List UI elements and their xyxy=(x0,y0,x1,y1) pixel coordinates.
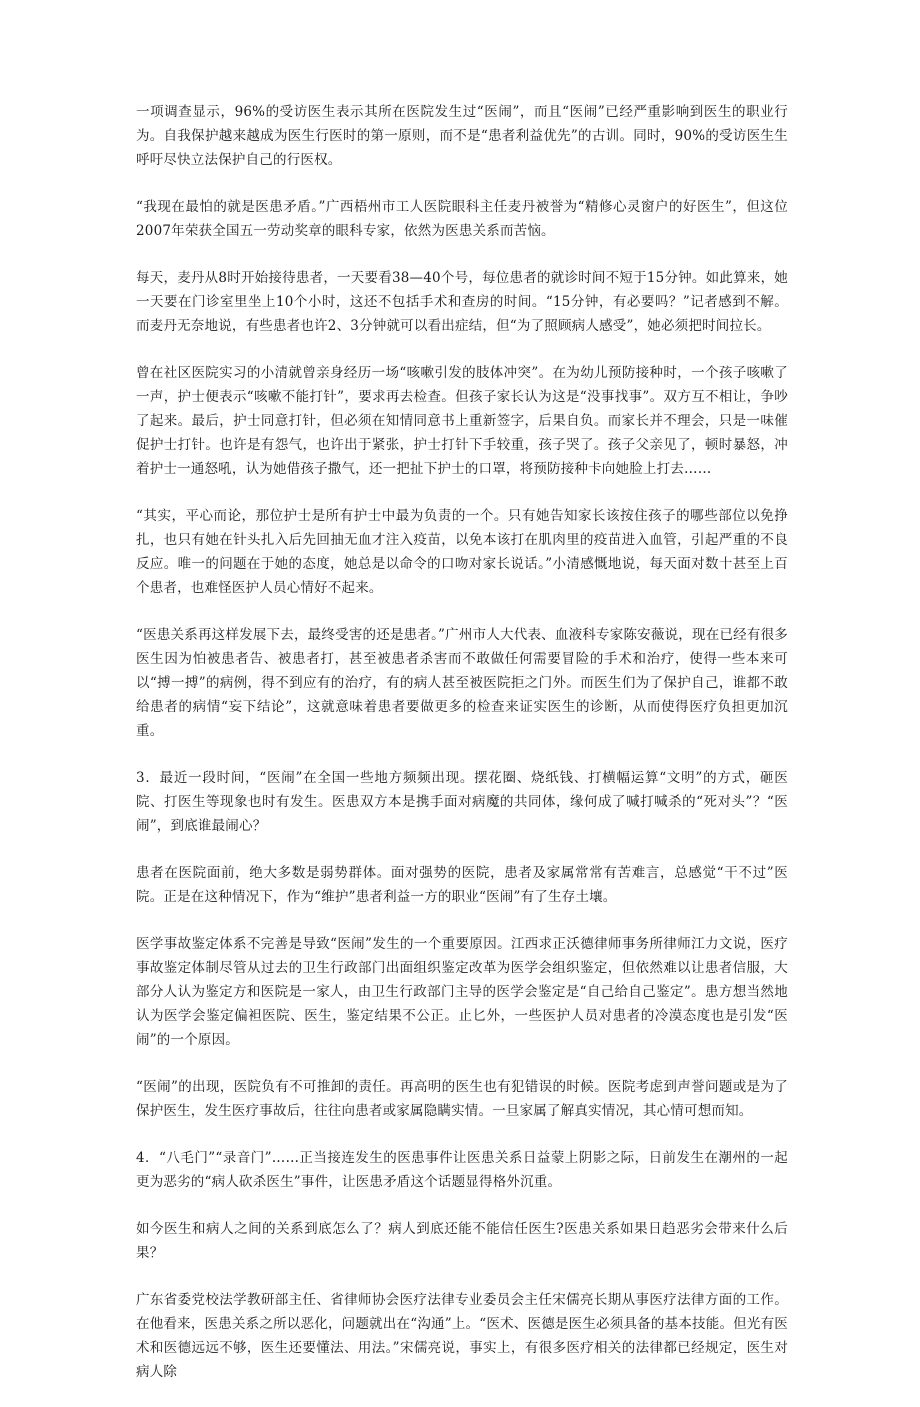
paragraph-cough-conflict: 曾在社区医院实习的小清就曾亲身经历一场“咳嗽引发的肢体冲突”。在为幼儿预防接种时，一个孩子咳嗽了一声，护士便表示“咳嗽不能打针”，要求再去检查。但孩子家长认为这是“没事找事”。双方互不相让，争吵了起来。最后，护士同意打针，但必须在知情同意书上重新签字，后果自负。而家长并不理会，只是一味催促护士打针。也许是有怨气，也许出于紧张，护士打针下手较重，孩子哭了。孩子父亲见了，顿时暴怒，冲着护士一通怒吼，认为她借孩子撒气，还一把扯下护士的口罩，将预防接种卡向她脸上打去…… xyxy=(136,365,788,477)
paragraph-song-ruliang: 广东省委党校法学教研部主任、省律师协会医疗法律专业委员会主任宋儒亮长期从事医疗法律方面的工作。在他看来，医患关系之所以恶化，问题就出在“沟通”上。“医术、医德是医生必须具备的基本技能。但光有医术和医德远远不够，医生还要懂法、用法。”宋儒亮说，事实上，有很多医疗相关的法律都已经规定，医生对病人除 xyxy=(136,1292,788,1380)
paragraph-section-3: 3．最近一段时间，“医闹”在全国一些地方频频出现。摆花圈、烧纸钱、打横幅运算“文明”的方式，砸医院、打医生等现象也时有发生。医患双方本是携手面对病魔的共同体，缘何成了喊打喊杀的“死对头”？“医闹”，到底谁最闹心？ xyxy=(136,770,788,834)
paragraph-chen-anwei: “医患关系再这样发展下去，最终受害的还是患者。”广州市人大代表、血液科专家陈安薇说，现在已经有很多医生因为怕被患者告、被患者打，甚至被患者杀害而不敢做任何需要冒险的手术和治疗，使得一些本来可以“搏一搏”的病例，得不到应有的治疗，有的病人甚至被医院拒之门外。而医生们为了保护自己，谁都不敢给患者的病情“妄下结论”，这就意味着患者要做更多的检查来证实医生的诊断，从而使得医疗负担更加沉重。 xyxy=(136,627,788,739)
paragraph-appraisal-system: 医学事故鉴定体系不完善是导致“医闹”发生的一个重要原因。江西求正沃德律师事务所律师江力文说，医疗事故鉴定体制尽管从过去的卫生行政部门出面组织鉴定改革为医学会组织鉴定，但依然难以让患者信服，大部分人认为鉴定方和医院是一家人，由卫生行政部门主导的医学会鉴定是“自己给自己鉴定”。患方想当然地认为医学会鉴定偏袒医院、医生，鉴定结果不公正。止匕外，一些医护人员对患者的冷漠态度也是引发“医闹”的一个原因。 xyxy=(136,936,788,1048)
paragraph-questions: 如今医生和病人之间的关系到底怎么了？病人到底还能不能信任医生?医患关系如果日趋恶劣会带来什么后果？ xyxy=(136,1221,788,1261)
paragraph-hospital-responsibility: “医闹”的出现，医院负有不可推卸的责任。再高明的医生也有犯错误的时候。医院考虑到声誉问题或是为了保护医生，发生医疗事故后，往往向患者或家属隐瞒实情。一旦家属了解真实情况，其心情可想而知。 xyxy=(136,1079,788,1119)
paragraph-maidan-schedule: 每天，麦丹从8时开始接待患者，一天要看38—40个号，每位患者的就诊时间不短于15分钟。如此算来，她一天要在门诊室里坐上10个小时，这还不包括手术和查房的时间。“15分钟，有必要吗？”记者感到不解。而麦丹无奈地说，有些患者也许2、3分钟就可以看出症结，但“为了照顾病人感受”，她必须把时间拉长。 xyxy=(136,270,788,334)
paragraph-nurse-responsibility: “其实，平心而论，那位护士是所有护士中最为负责的一个。只有她告知家长该按住孩子的哪些部位以免挣扎，也只有她在针头扎入后先回抽无血才注入疫苗，以免本该打在肌肉里的疫苗进入血管，引起严重的不良反应。唯一的问题在于她的态度，她总是以命令的口吻对家长说话。”小清感慨地说，每天面对数十甚至上百个患者，也难怪医护人员心情好不起来。 xyxy=(136,508,788,596)
paragraph-maidan-quote: “我现在最怕的就是医患矛盾。”广西梧州市工人医院眼科主任麦丹被誉为“精修心灵窗户的好医生”，但这位2007年荣获全国五一劳动奖章的眼科专家，依然为医患关系而苦恼。 xyxy=(136,199,788,239)
paragraph-section-4: 4．“八毛门”“录音门”……正当接连发生的医患事件让医患关系日益蒙上阴影之际，日前发生在潮州的一起更为恶劣的“病人砍杀医生”事件，让医患矛盾这个话题显得格外沉重。 xyxy=(136,1150,788,1190)
document-page xyxy=(136,100,788,1407)
paragraph-weak-group: 患者在医院面前，绝大多数是弱势群体。面对强势的医院，患者及家属常常有苦难言，总感觉“干不过”医院。正是在这种情况下，作为“维护”患者利益一方的职业“医闹”有了生存土壤。 xyxy=(136,865,788,905)
paragraph-survey: 一项调查显示，96%的受访医生表示其所在医院发生过“医闹”，而且“医闹”已经严重影响到医生的职业行为。自我保护越来越成为医生行医时的第一原则，而不是“患者利益优先”的古训。同时，90%的受访医生生呼吁尽快立法保护自己的行医权。 xyxy=(136,104,788,168)
